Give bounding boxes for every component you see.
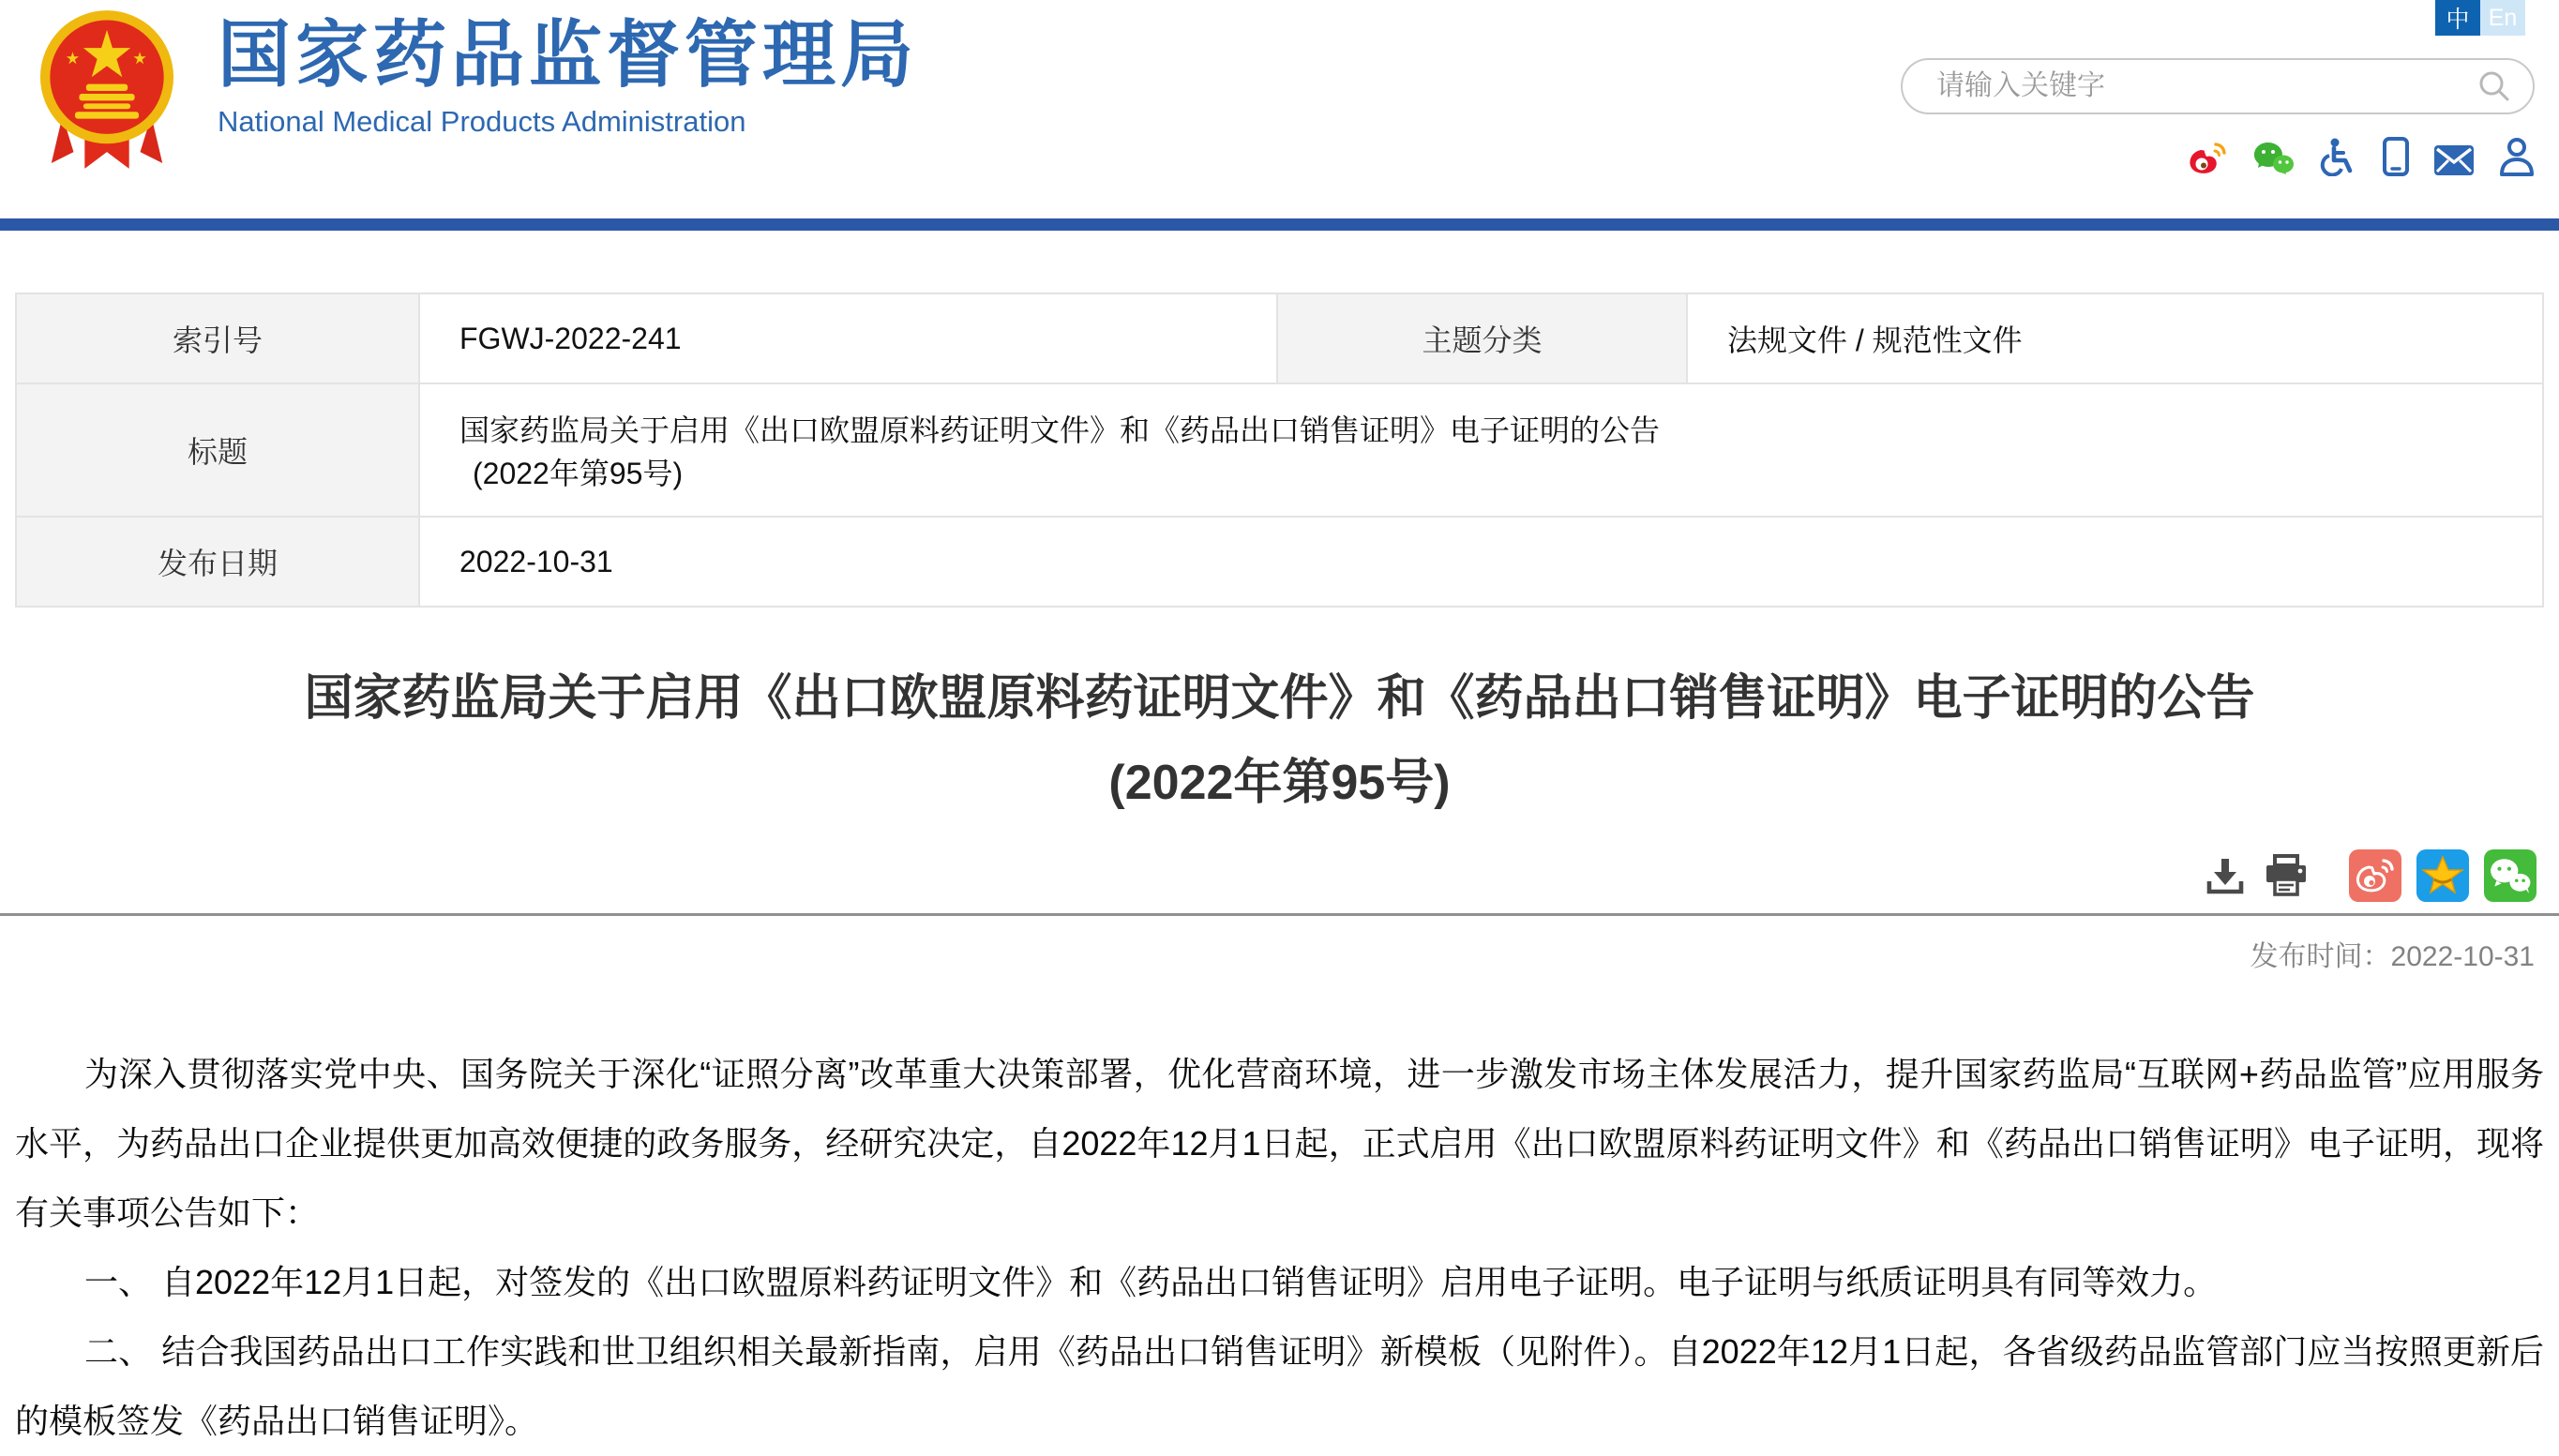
paragraph-2: 一、 自2022年12月1日起，对签发的《出口欧盟原料药证明文件》和《药品出口销售证明》启用电子证明。电子证明与纸质证明具有同等效力。 (84, 1263, 2218, 1301)
meta-index-label: 索引号 (16, 293, 419, 383)
search-box (1901, 58, 2535, 114)
document-meta-table (15, 293, 2544, 608)
table-row (16, 517, 2543, 607)
meta-index-value: FGWJ-2022-241 (419, 293, 1277, 383)
search-input[interactable] (1934, 69, 2476, 103)
table-row (16, 383, 2543, 517)
language-switch (2435, 0, 2525, 36)
header-blue-bar (0, 218, 2559, 231)
print-icon[interactable] (2263, 853, 2310, 898)
meta-title-label: 标题 (16, 383, 419, 517)
meta-category-value: 法规文件 / 规范性文件 (1687, 293, 2543, 383)
lang-zh-button[interactable]: 中 (2435, 0, 2480, 36)
share-weibo-icon[interactable] (2349, 849, 2401, 902)
meta-title-value (419, 383, 2543, 517)
quick-links (2188, 137, 2535, 176)
user-icon[interactable] (2499, 137, 2535, 176)
accessibility-icon[interactable] (2319, 137, 2358, 176)
download-icon[interactable] (2203, 853, 2248, 898)
mobile-icon[interactable] (2383, 137, 2409, 176)
meta-date-label: 发布日期 (16, 517, 419, 607)
title-separator (0, 913, 2559, 916)
meta-category-label: 主题分类 (1277, 293, 1687, 383)
lang-en-button[interactable]: En (2480, 0, 2525, 36)
table-row (16, 293, 2543, 383)
article-body (15, 1040, 2544, 1456)
meta-title-line1: 国家药监局关于启用《出口欧盟原料药证明文件》和《药品出口销售证明》电子证明的公告 (459, 413, 1661, 447)
weibo-icon[interactable] (2188, 141, 2229, 176)
article-toolbar (0, 849, 2536, 902)
share-wechat-icon[interactable] (2484, 849, 2536, 902)
site-title-zh: 国家药品监督管理局 (218, 13, 919, 96)
meta-title-line2: (2022年第95号) (473, 457, 684, 490)
site-header (0, 0, 2559, 231)
meta-date-value: 2022-10-31 (419, 517, 2543, 607)
national-emblem-logo (38, 8, 176, 174)
publish-time: 发布时间：2022-10-31 (2250, 941, 2535, 972)
search-icon[interactable] (2476, 68, 2512, 104)
paragraph-3: 二、 结合我国药品出口工作实践和世卫组织相关最新指南，启用《药品出口销售证明》新模板（见附件）。自2022年12月1日起，各省级药品监管部门应当按照更新后的模板签发《药品出口销售证明》。 (15, 1332, 2544, 1440)
site-title-en: National Medical Products Administration (218, 104, 746, 138)
share-qzone-icon[interactable] (2416, 849, 2469, 902)
wechat-icon[interactable] (2253, 141, 2295, 176)
paragraph-1: 为深入贯彻落实党中央、国务院关于深化“证照分离”改革重大决策部署，优化营商环境，进一步激发市场主体发展活力，提升国家药监局“互联网+药品监管”应用服务水平，为药品出口企业提供更加高效便捷的政务服务，经研究决定，自2022年12月1日起，正式启用《出口欧盟原料药证明文件》和《药品出口销售证明》电子证明，现将有关事项公告如下： (15, 1055, 2544, 1232)
mail-icon[interactable] (2433, 144, 2475, 176)
article-title-line1: 国家药监局关于启用《出口欧盟原料药证明文件》和《药品出口销售证明》电子证明的公告 (304, 671, 2255, 726)
article-title (0, 656, 2559, 825)
article-title-line2: (2022年第95号) (1108, 756, 1451, 810)
